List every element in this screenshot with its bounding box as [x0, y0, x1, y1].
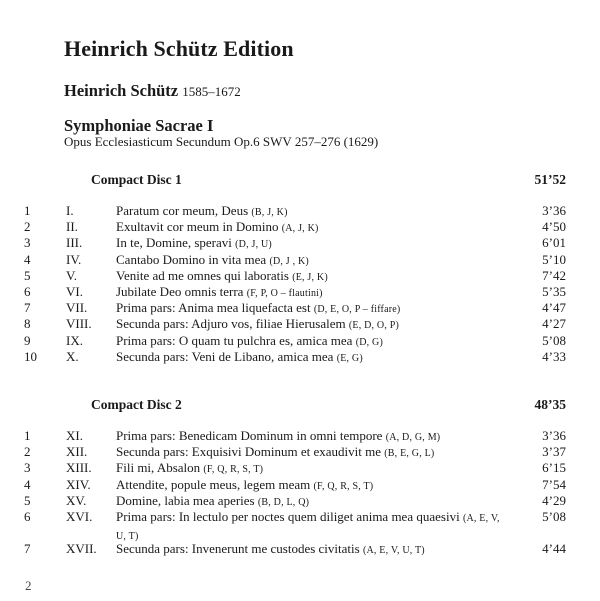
track-duration: 4’44: [542, 540, 566, 556]
track-row: [0, 252, 600, 268]
track-roman-numeral: XII.: [66, 444, 88, 460]
track-row: [0, 460, 600, 476]
disc-label: Compact Disc 2: [91, 397, 182, 412]
track-number: 4: [24, 476, 31, 492]
track-duration: 4’27: [542, 316, 566, 332]
work-title: Symphoniae Sacrae I: [64, 116, 214, 135]
track-voices: (D, J, U): [235, 239, 272, 251]
track-title: Paratum cor meum, Deus: [116, 203, 249, 218]
track-title: Fili mi, Absalon: [116, 460, 201, 476]
track-roman-numeral: III.: [66, 235, 83, 251]
track-number: 1: [24, 203, 31, 218]
track-voices: (A, E, V, U, T): [362, 544, 425, 556]
track-number: 1: [24, 428, 31, 443]
track-number: 4: [24, 251, 31, 267]
track-duration: 6’15: [542, 460, 566, 476]
track-title: In te, Domine, speravi: [116, 235, 232, 251]
track-row: [0, 349, 600, 365]
track-roman-numeral: VI.: [66, 283, 83, 299]
track-roman-numeral: XVII.: [66, 540, 97, 556]
track-list: [0, 203, 600, 365]
track-duration: 5’10: [542, 251, 566, 267]
disc-total-time: 48’35: [534, 397, 566, 412]
track-row: [0, 284, 600, 300]
track-number: 5: [24, 492, 31, 508]
track-duration: 5’08: [542, 332, 566, 348]
track-duration: 5’08: [542, 508, 566, 524]
track-voices: (A, J, K): [281, 223, 319, 235]
track-duration: 7’54: [542, 476, 566, 492]
track-voices: (F, Q, R, S, T): [313, 480, 374, 492]
track-row: [0, 316, 600, 332]
track-duration: 3’36: [542, 428, 566, 443]
track-voices: (E, G): [336, 352, 363, 364]
track-voices: (E, J, K): [292, 271, 328, 283]
track-roman-numeral: V.: [66, 267, 77, 283]
track-title-block: [116, 349, 511, 367]
track-number: 10: [24, 348, 37, 364]
track-roman-numeral: I.: [66, 203, 74, 218]
track-voices: (B, D, L, Q): [257, 496, 310, 508]
track-duration: 6’01: [542, 235, 566, 251]
track-voices: (D, E, O, P – fiffare): [313, 304, 401, 316]
track-title: Secunda pars: Veni de Libano, amica mea: [116, 348, 334, 364]
track-title: Prima pars: Benedicam Dominum in omni tempore: [116, 428, 383, 443]
track-list: [0, 428, 600, 557]
track-row: [0, 333, 600, 349]
track-title: Cantabo Domino in vita mea: [116, 251, 267, 267]
track-voices: (A, D, G, M): [385, 432, 441, 443]
track-roman-numeral: X.: [66, 348, 79, 364]
page-number: 2: [25, 578, 32, 593]
track-number: 7: [24, 540, 31, 556]
track-row: [0, 428, 600, 444]
track-row: [0, 541, 600, 557]
track-number: 8: [24, 316, 31, 332]
track-voices: (D, G): [355, 336, 384, 348]
track-number: 3: [24, 460, 31, 476]
track-row: [0, 235, 600, 251]
composer-heading: [64, 81, 241, 101]
track-roman-numeral: XV.: [66, 492, 87, 508]
track-row: [0, 219, 600, 235]
track-title: Exultavit cor meum in Domino: [116, 219, 279, 235]
track-duration: 3’37: [542, 444, 566, 460]
track-number: 2: [24, 444, 31, 460]
track-voices: (F, Q, R, S, T): [203, 464, 264, 476]
track-roman-numeral: VII.: [66, 300, 88, 316]
track-duration: 5’35: [542, 283, 566, 299]
track-duration: 4’29: [542, 492, 566, 508]
track-title: Prima pars: In lectulo per noctes quem diliget anima mea quaesivi: [116, 508, 460, 524]
track-title: Secunda pars: Invenerunt me custodes civitatis: [116, 540, 360, 556]
track-number: 6: [24, 283, 31, 299]
track-voices: (A, E, V, U, T): [116, 512, 500, 543]
track-duration: 4’50: [542, 219, 566, 235]
track-roman-numeral: IV.: [66, 251, 82, 267]
composer-dates: 1585–1672: [182, 84, 241, 99]
track-roman-numeral: XIII.: [66, 460, 92, 476]
track-voices: (B, E, G, L): [384, 448, 435, 460]
track-duration: 4’33: [542, 348, 566, 364]
disc-label: Compact Disc 1: [91, 172, 182, 187]
track-voices: (D, J , K): [269, 255, 309, 267]
track-row: [0, 493, 600, 509]
track-row: [0, 477, 600, 493]
track-row: [0, 300, 600, 316]
track-title: Secunda pars: Exquisivi Dominum et exaudivit me: [116, 444, 382, 460]
track-title-block: [116, 509, 511, 545]
track-row: [0, 509, 600, 541]
track-roman-numeral: IX.: [66, 332, 83, 348]
track-title: Secunda pars: Adjuro vos, filiae Hierusalem: [116, 316, 346, 332]
track-title: Prima pars: Anima mea liquefacta est: [116, 300, 311, 316]
track-duration: 3’36: [542, 203, 566, 218]
composer-name: Heinrich Schütz: [64, 81, 179, 100]
work-subtitle: Opus Ecclesiasticum Secundum Op.6 SWV 257–276 (1629): [64, 134, 379, 149]
track-title: Venite ad me omnes qui laboratis: [116, 267, 289, 283]
track-voices: (B, J, K): [251, 207, 288, 218]
track-row: [0, 203, 600, 219]
track-title-block: [116, 541, 511, 559]
track-roman-numeral: XVI.: [66, 508, 93, 524]
track-title: Domine, labia mea aperies: [116, 492, 255, 508]
edition-title: Heinrich Schütz Edition: [64, 36, 294, 61]
track-number: 6: [24, 508, 31, 524]
track-duration: 4’47: [542, 300, 566, 316]
track-voices: (E, D, O, P): [348, 320, 400, 332]
track-row: [0, 268, 600, 284]
track-number: 2: [24, 219, 31, 235]
track-title: Prima pars: O quam tu pulchra es, amica mea: [116, 332, 353, 348]
track-number: 5: [24, 267, 31, 283]
track-number: 9: [24, 332, 31, 348]
track-row: [0, 444, 600, 460]
track-number: 3: [24, 235, 31, 251]
track-duration: 7’42: [542, 267, 566, 283]
track-roman-numeral: XI.: [66, 428, 83, 443]
disc-total-time: 51’52: [534, 172, 566, 187]
track-roman-numeral: XIV.: [66, 476, 91, 492]
track-roman-numeral: II.: [66, 219, 78, 235]
track-voices: (F, P, O – flautini): [246, 287, 323, 299]
track-roman-numeral: VIII.: [66, 316, 92, 332]
track-number: 7: [24, 300, 31, 316]
track-title: Jubilate Deo omnis terra: [116, 283, 244, 299]
track-title: Attendite, popule meus, legem meam: [116, 476, 311, 492]
